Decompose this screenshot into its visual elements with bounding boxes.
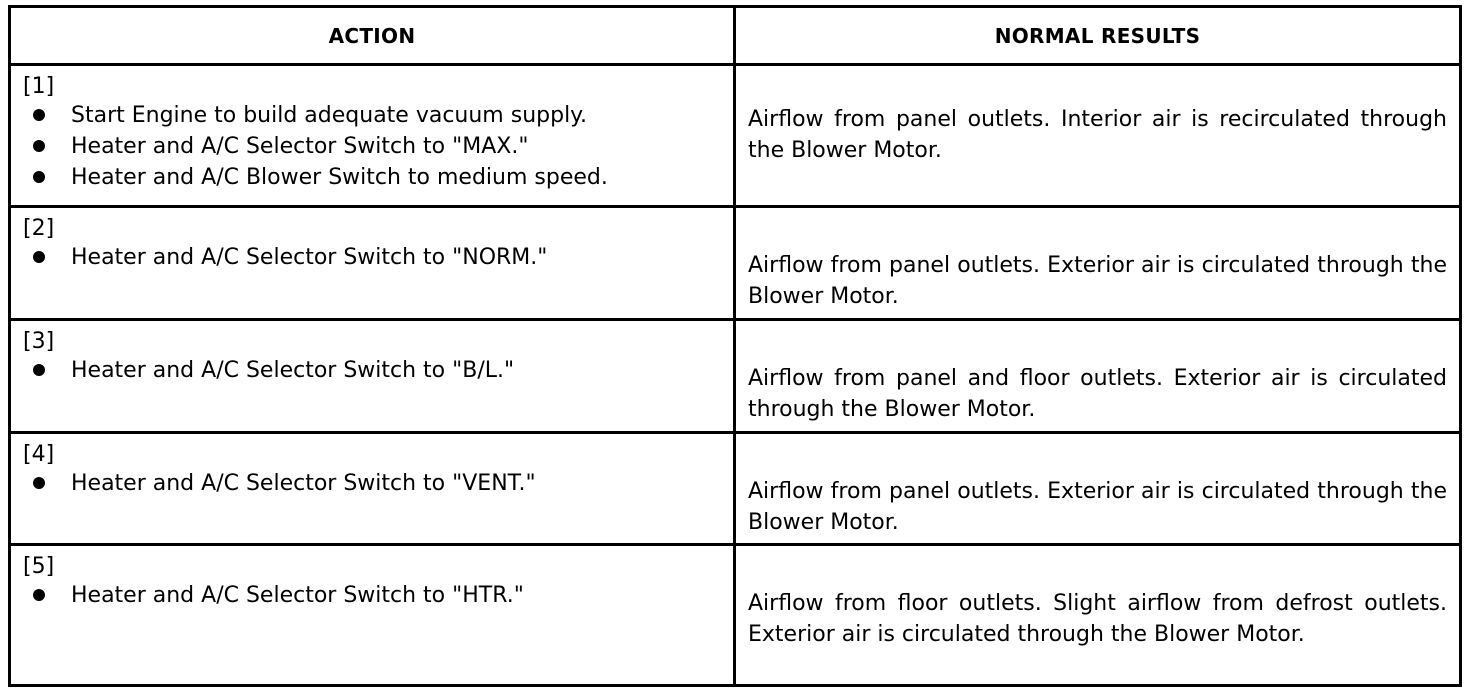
list-item (23, 355, 733, 386)
action-text: Heater and A/C Selector Switch to "B/L." (71, 358, 515, 383)
action-list (23, 100, 733, 193)
table-row-3-action (11, 321, 736, 434)
step-number: [2] (23, 216, 55, 241)
action-text: Heater and A/C Blower Switch to medium speed. (71, 165, 608, 190)
action-text: Heater and A/C Selector Switch to "MAX." (71, 134, 529, 159)
step-number: [1] (23, 74, 55, 99)
action-list (23, 355, 733, 386)
action-text: Heater and A/C Selector Switch to "HTR." (71, 583, 524, 608)
step-number: [4] (23, 442, 55, 467)
bullet-icon (33, 171, 45, 183)
bullet-icon (33, 140, 45, 152)
list-item (23, 131, 733, 162)
table-row-4-result: Airflow from panel outlets. Exterior air is circulated through the Blower Motor. (736, 434, 1459, 546)
action-text: Start Engine to build adequate vacuum supply. (71, 103, 588, 128)
table-row-2-result: Airflow from panel outlets. Exterior air is circulated through the Blower Motor. (736, 208, 1459, 321)
action-text: Heater and A/C Selector Switch to "NORM." (71, 245, 548, 270)
step-number: [3] (23, 329, 55, 354)
list-item (23, 100, 733, 131)
table-row-1-action (11, 66, 736, 208)
list-item (23, 580, 733, 611)
list-item (23, 162, 733, 193)
action-text: Heater and A/C Selector Switch to "VENT." (71, 471, 536, 496)
bullet-icon (33, 364, 45, 376)
list-item (23, 468, 733, 499)
header-action: ACTION (11, 8, 736, 66)
diagnostic-table (8, 5, 1462, 687)
table-row-2-action (11, 208, 736, 321)
bullet-icon (33, 109, 45, 121)
table-row-5-action (11, 546, 736, 684)
bullet-icon (33, 589, 45, 601)
action-list (23, 242, 733, 273)
action-list (23, 468, 733, 499)
list-item (23, 242, 733, 273)
table-row-1-result: Airflow from panel outlets. Interior air is recirculated through the Blower Motor. (736, 66, 1459, 208)
table-row-3-result: Airflow from panel and floor outlets. Exterior air is circulated through the Blower Motor. (736, 321, 1459, 434)
bullet-icon (33, 477, 45, 489)
table-row-5-result: Airflow from floor outlets. Slight airflow from defrost outlets. Exterior air is circulated through the Blower Motor. (748, 591, 1447, 647)
bullet-icon (33, 251, 45, 263)
step-number: [5] (23, 554, 55, 579)
header-normal-results: NORMAL RESULTS (736, 8, 1459, 66)
action-list (23, 580, 733, 611)
table-row-4-action (11, 434, 736, 546)
